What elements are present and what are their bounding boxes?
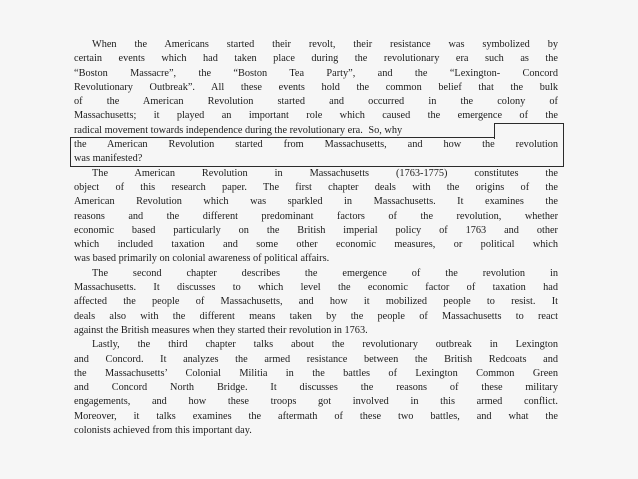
text-line: Moreover, it talks examines the aftermath of these two battles, and what the (74, 410, 558, 422)
text-line: and Concord North Bridge. It discusses the reasons of these military (74, 382, 558, 394)
text-line: American Revolution which was sparkled in Massachusetts. It examines the (74, 196, 558, 208)
text-line-with-question (74, 124, 558, 138)
text-line: and Concord. It analyzes the armed resistance between the British Redcoats and (74, 353, 558, 365)
paragraph-third-chapter (74, 338, 558, 438)
paragraph-second-chapter (74, 267, 558, 338)
paragraph-intro (74, 38, 558, 167)
text-line: engagements, and how these troops got involved in this armed conflict. (74, 396, 558, 408)
text-line: economic based particularly on the British imperial policy of 1763 and other (74, 224, 558, 236)
text-line: which included taxation and some other economic measures, or political which (74, 239, 558, 251)
text-line: Massachusetts. It discusses to which level the economic factor of taxation had (74, 282, 558, 294)
question-start: So, why (368, 124, 403, 136)
research-question-line: the American Revolution started from Massachusetts, and how the revolution (74, 139, 558, 151)
text-line: Lastly, the third chapter talks about the revolutionary outbreak in Lexington (92, 339, 558, 351)
text-line: certain events which had taken place during the revolutionary era such as the (74, 53, 558, 65)
text-line: against the British measures when they started their revolution in 1763. (74, 324, 368, 336)
text-line: of the American Revolution started and occurred in the colony of (74, 96, 558, 108)
text-line: reasons and the different predominant factors of the revolution, whether (74, 210, 558, 222)
text-line-part: radical movement towards independence during the revolutionary era. (74, 124, 363, 136)
text-line: colonists achieved from this important day. (74, 425, 252, 437)
text-line: When the Americans started their revolt, their resistance was symbolized by (92, 39, 558, 50)
research-question-line: was manifested? (74, 153, 143, 165)
body-text (74, 38, 558, 438)
text-line: The American Revolution in Massachusetts (1763-1775) constitutes the (92, 167, 558, 179)
text-line: object of this research paper. The first chapter deals with the origins of the (74, 181, 558, 193)
paragraph-object (74, 167, 558, 267)
text-line: affected the people of Massachusetts, and how it mobilized people to resist. It (74, 296, 558, 308)
text-line: “Boston Massacre”, the “Boston Tea Party”, and the “Lexington- Concord (74, 67, 558, 79)
text-line: Revolutionary Outbreak”. All these events hold the common belief that the bulk (74, 81, 558, 93)
text-line: deals also with the different means taken by the people of Massachusetts to react (74, 310, 558, 322)
text-line: The second chapter describes the emergence of the revolution in (92, 267, 558, 279)
text-line: Massachusetts; it played an important role which caused the emergence of the (74, 110, 558, 122)
text-line: was based primarily on colonial awareness of political affairs. (74, 253, 330, 265)
text-line: the Massachusetts’ Colonial Militia in the battles of Lexington Common Green (74, 367, 558, 379)
